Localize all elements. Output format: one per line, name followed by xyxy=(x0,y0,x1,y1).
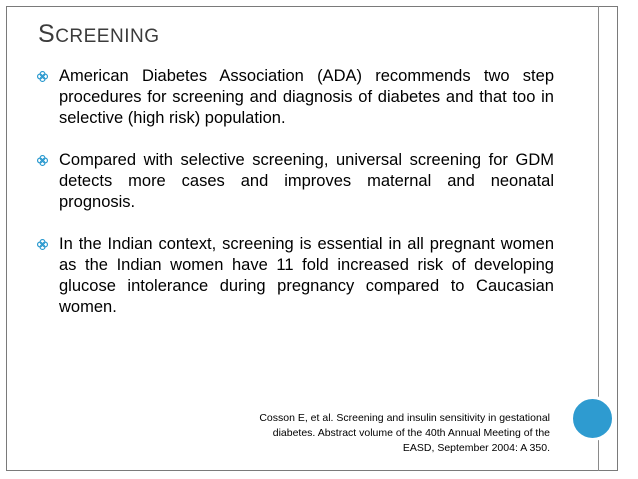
citation-line: Cosson E, et al. Screening and insulin sensitivity in gestational xyxy=(259,412,550,424)
bullet-text: American Diabetes Association (ADA) recommends two step procedures for screening and diagnosis of diabetes and that too in selective (high risk) population. xyxy=(59,67,554,127)
citation-line: diabetes. Abstract volume of the 40th Annual Meeting of the xyxy=(272,427,550,439)
citation xyxy=(232,411,550,456)
citation-line: EASD, September 2004: A 350. xyxy=(402,442,550,454)
quatrefoil-bullet-icon xyxy=(37,239,48,250)
slide-title xyxy=(38,22,159,47)
slide-title-initial: S xyxy=(38,20,56,48)
bullet-item xyxy=(34,66,554,129)
bullet-item xyxy=(34,234,554,318)
decorative-circle xyxy=(570,396,615,441)
bullet-text: In the Indian context, screening is essential in all pregnant women as the Indian women have 11 fold increased risk of developing glucose intolerance during pregnancy compared to Caucasian women. xyxy=(59,235,554,316)
quatrefoil-bullet-icon xyxy=(37,71,48,82)
bullet-list xyxy=(34,66,554,339)
bullet-text: Compared with selective screening, universal screening for GDM detects more cases and improves maternal and neonatal prognosis. xyxy=(59,151,554,211)
slide-title-rest: CREENING xyxy=(55,26,160,47)
quatrefoil-bullet-icon xyxy=(37,155,48,166)
bullet-item xyxy=(34,150,554,213)
